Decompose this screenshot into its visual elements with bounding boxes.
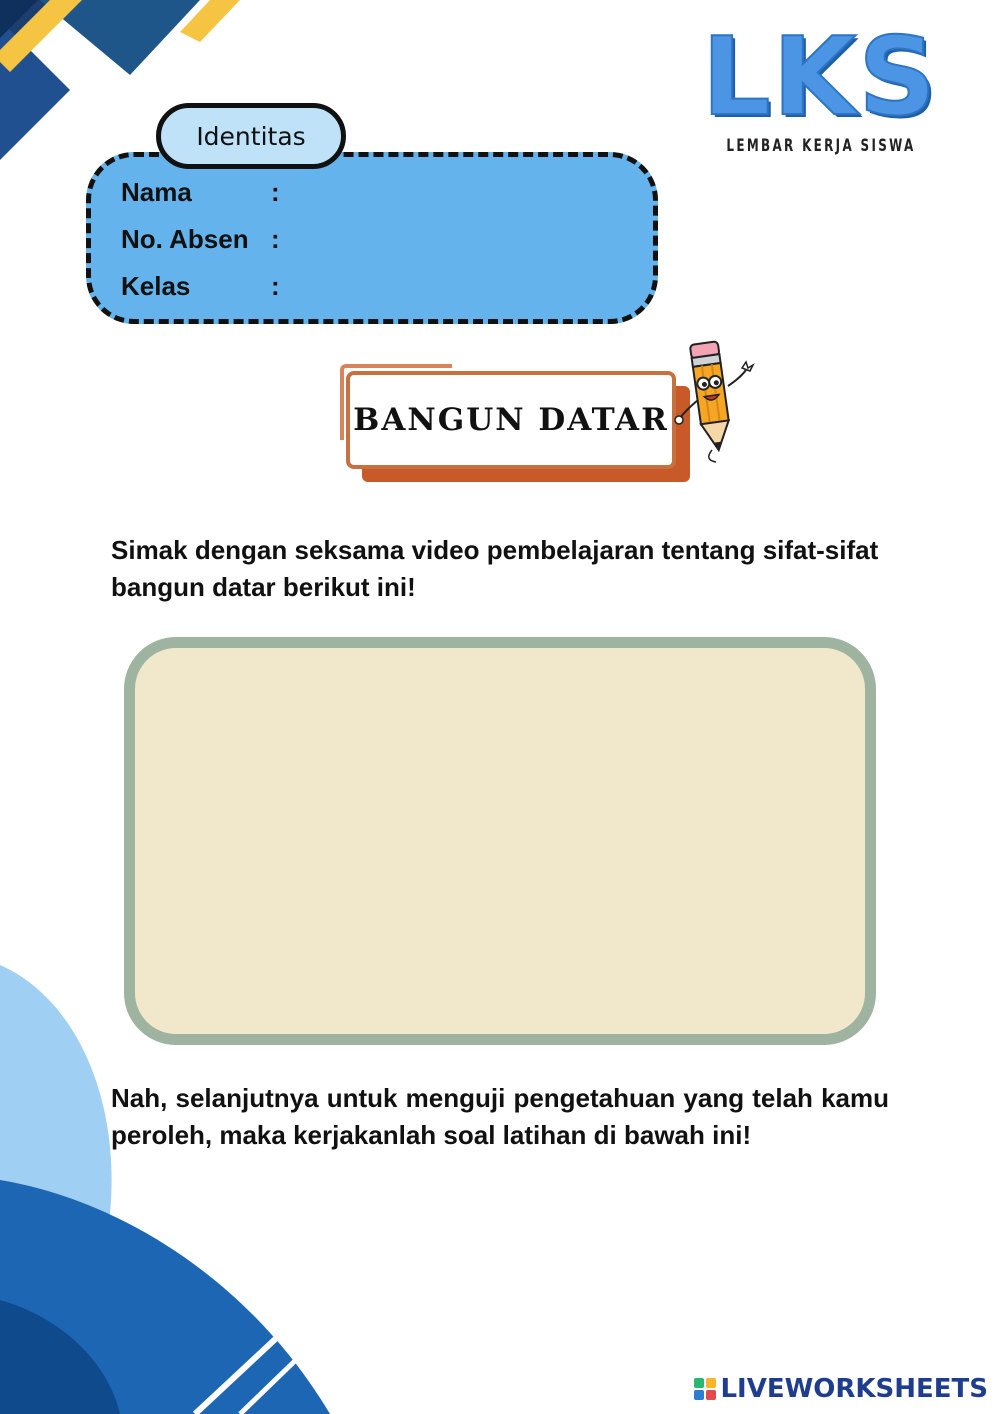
logo-title: LKS (701, 15, 939, 140)
identity-label: Nama (121, 177, 192, 207)
identity-card (86, 152, 658, 324)
identity-row-kelas (121, 271, 280, 302)
logo-subtitle: LEMBAR KERJA SISWA (726, 136, 916, 156)
lks-logo (700, 15, 940, 156)
video-placeholder[interactable] (124, 637, 876, 1045)
pencil-mascot-icon (668, 338, 764, 466)
intro-instruction: Simak dengan seksama video pembelajaran tentang sifat-sifat bangun datar berikut ini! (111, 535, 879, 602)
brand-text: LIVEWORKSHEETS (720, 1374, 988, 1404)
identity-separator: : (271, 271, 280, 301)
liveworksheets-brand (694, 1374, 988, 1404)
page-title: BANGUN DATAR (346, 371, 676, 469)
identity-separator: : (271, 224, 280, 254)
liveworksheets-logo-icon (694, 1378, 716, 1400)
identity-label: Kelas (121, 271, 191, 301)
followup-instruction: Nah, selanjutnya untuk menguji pengetahuan yang telah kamu peroleh, maka kerjakanlah soal latihan di bawah ini! (111, 1083, 889, 1150)
identity-label: No. Absen (121, 224, 249, 254)
identity-separator: : (271, 177, 280, 207)
identity-row-absen (121, 224, 280, 255)
identity-row-name (121, 177, 280, 208)
identity-tab: Identitas (156, 103, 346, 169)
